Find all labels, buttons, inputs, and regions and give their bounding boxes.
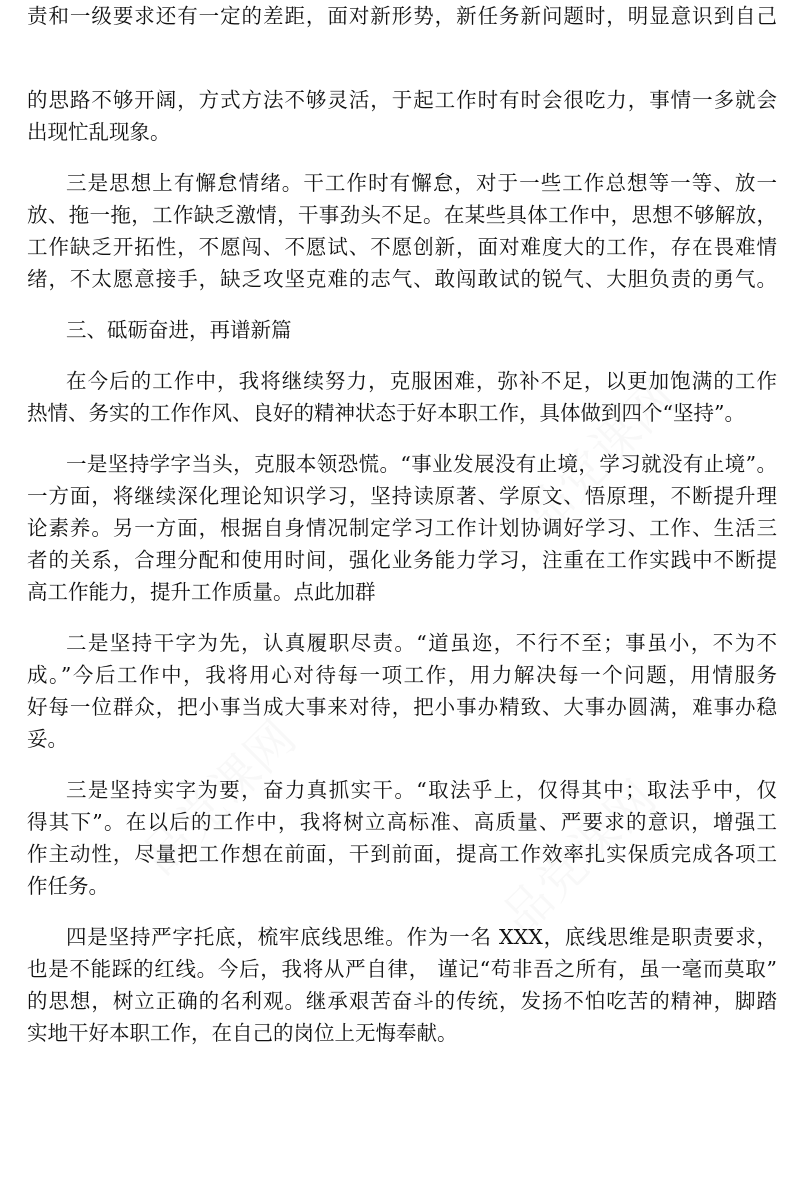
paragraph-line: 论素养。另一方面，根据自身情况制定学习工作计划协调好学习、工作、生活三 bbox=[27, 516, 777, 540]
paragraph-line: 二是坚持干字为先，认真履职尽责。“道虽迩，不行不至；事虽小，不为不 bbox=[66, 631, 777, 655]
paragraph-line: 者的关系，合理分配和使用时间，强化业务能力学习，注重在工作实践中不断提 bbox=[27, 548, 777, 572]
paragraph-line: 四是坚持严字托底，梳牢底线思维。作为一名 XXX，底线思维是职责要求， bbox=[66, 925, 777, 949]
paragraph-line: 工作缺乏开拓性，不愿闯、不愿试、不愿创新，面对难度大的工作，存在畏难情 bbox=[27, 235, 777, 259]
paragraph-line: 作任务。 bbox=[27, 874, 109, 898]
paragraph-line: 妥。 bbox=[27, 727, 68, 751]
paragraph-line: 也是不能踩的红线。今后，我将从严自律， 谨记“苟非吾之所有，虽一毫而莫取” bbox=[27, 957, 777, 981]
paragraph-line: 三是思想上有懈怠情绪。干工作时有懈怠，对于一些工作总想等一等、放一 bbox=[66, 171, 777, 195]
paragraph-line: 热情、务实的工作作风、良好的精神状态于好本职工作，具体做到四个“坚持”。 bbox=[27, 401, 745, 425]
paragraph-line: 放、拖一拖，工作缺乏激情，干事劲头不足。在某些具体工作中，思想不够解放， bbox=[27, 203, 777, 227]
paragraph-line: 成。”今后工作中，我将用心对待每一项工作，用力解决每一个问题，用情服务 bbox=[27, 663, 777, 687]
paragraph-line: 一方面，将继续深化理论知识学习，坚持读原著、学原文、悟原理，不断提升理 bbox=[27, 484, 777, 508]
paragraph-line: 出现忙乱现象。 bbox=[27, 120, 171, 144]
paragraph-line: 的思想，树立正确的名利观。继承艰苦奋斗的传统，发扬不怕吃苦的精神，脚踏 bbox=[27, 989, 777, 1013]
paragraph-line: 得其下”。在以后的工作中，我将树立高标准、高质量、严要求的意识，增强工 bbox=[27, 810, 777, 834]
paragraph-line: 作主动性，尽量把工作想在前面，干到前面，提高工作效率扎实保质完成各项工 bbox=[27, 842, 777, 866]
paragraph-line: 的思路不够开阔，方式方法不够灵活，于起工作时有时会很吃力，事情一多就会 bbox=[27, 88, 777, 112]
paragraph-line: 一是坚持学字当头，克服本领恐慌。“事业发展没有止境，学习就没有止境”。 bbox=[66, 452, 777, 476]
paragraph-line: 责和一级要求还有一定的差距，面对新形势，新任务新问题时，明显意识到自己 bbox=[27, 4, 777, 28]
paragraph-line: 绪，不太愿意接手，缺乏攻坚克难的志气、敢闯敢试的锐气、大胆负责的勇气。 bbox=[27, 267, 777, 291]
paragraph-line: 高工作能力，提升工作质量。点此加群 bbox=[27, 580, 376, 604]
paragraph-line: 三是坚持实字为要，奋力真抓实干。“取法乎上，仅得其中；取法乎中，仅 bbox=[66, 778, 777, 802]
watermark-top: 品党课网 bbox=[511, 369, 687, 546]
watermark-bottom: 品党课网 bbox=[491, 769, 667, 946]
paragraph-line: 在今后的工作中，我将继续努力，克服困难，弥补不足，以更加饱满的工作 bbox=[66, 369, 777, 393]
section-heading: 三、砥砺奋进，再谱新篇 bbox=[66, 318, 292, 342]
paragraph-line: 好每一位群众，把小事当成大事来对待，把小事办精致、大事办圆满，难事办稳 bbox=[27, 695, 777, 719]
paragraph-line: 实地干好本职工作，在自己的岗位上无悔奉献。 bbox=[27, 1021, 458, 1045]
watermark-middle: 品党课网 bbox=[131, 709, 307, 886]
